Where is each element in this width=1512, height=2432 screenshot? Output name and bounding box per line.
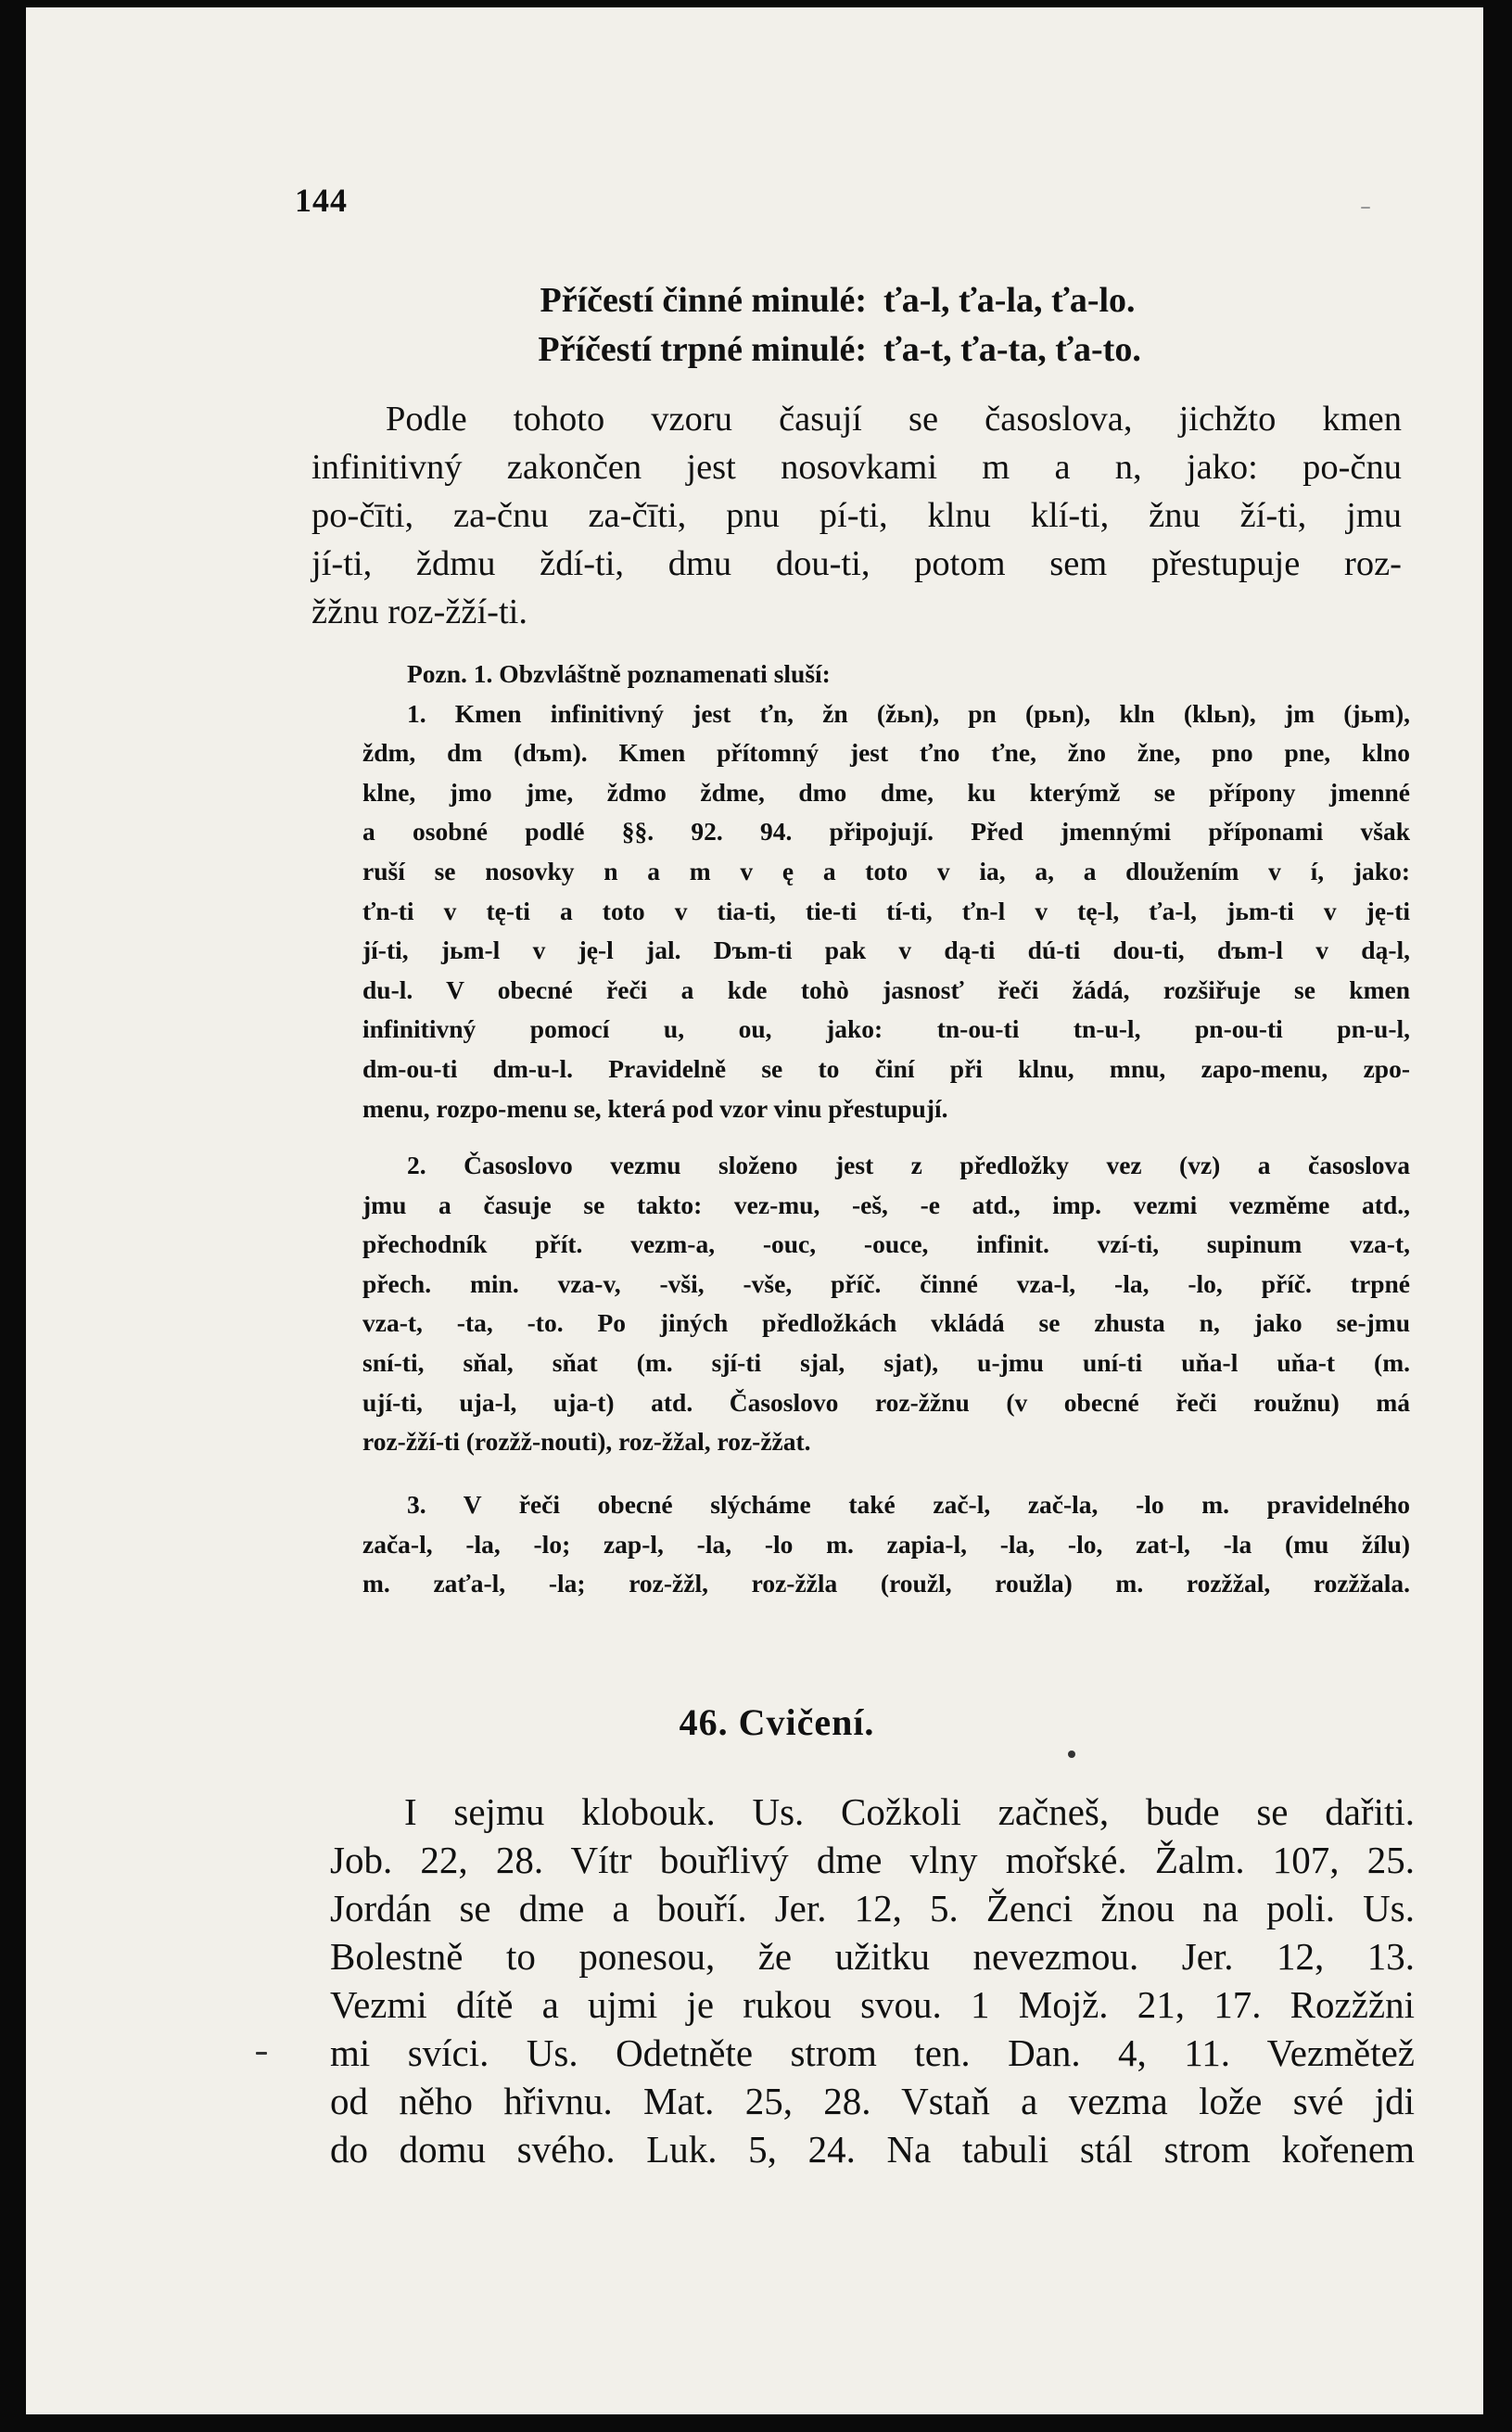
text-line: dm-ou-ti dm-u-l. Pravidelně se to činí při klnu, mnu, zapo-menu, zpo- [362, 1053, 1410, 1083]
note-3 [362, 1485, 1410, 1604]
page-number: 144 [295, 182, 348, 219]
book-page [26, 7, 1483, 2414]
text-line: I sejmu klobouk. Us. Cožkoli začneš, bude se dařiti. [404, 1790, 1415, 1833]
intro-paragraph [311, 395, 1402, 636]
text-line: jmu a časuje se takto: vez-mu, -eš, -e atd., imp. vezmi vezměme atd., [362, 1190, 1410, 1219]
text-line: žžnu roz-žží-ti. [311, 592, 527, 631]
text-line: zača-l, -la, -lo; zap-l, -la, -lo m. zapia-l, -la, -lo, zat-l, -la (mu žílu) [362, 1529, 1410, 1559]
text-line: Job. 22, 28. Vítr bouřlivý dme vlny mořské. Žalm. 107, 25. [330, 1839, 1415, 1881]
text-line: Vezmi dítě a ujmi je rukou svou. 1 Mojž. 21, 17. Rozžžni [330, 1983, 1415, 2026]
text-line: ruší se nosovky n a m v ę a toto v ia, a, a dloužením v í, jako: [362, 856, 1410, 885]
conjugation-row [438, 276, 1141, 325]
text-line: klne, jmo jme, ždmo ždme, dmo dme, ku kterýmž se přípony jmenné [362, 777, 1410, 807]
note-2 [362, 1146, 1410, 1462]
text-line: vza-t, -ta, -to. Po jiných předložkách vkládá se zhusta n, jako se-jmu [362, 1308, 1410, 1338]
text-line: 3. V řeči obecné slýcháme také zač-l, zač-la, -lo m. pravidelného [407, 1490, 1410, 1519]
conjugation-row [438, 325, 1141, 375]
text-line: po-čīti, za-čnu za-čīti, pnu pí-ti, klnu klí-ti, žnu ží-ti, jmu [311, 496, 1402, 535]
text-line: mi svíci. Us. Odetněte strom ten. Dan. 4, 11. Vezmětež [330, 2031, 1415, 2074]
print-speck [1361, 207, 1370, 209]
text-line: jí-ti, ždmu ždí-ti, dmu dou-ti, potom sem přestupuje roz- [311, 544, 1402, 583]
conjugation-label: Příčestí činné minulé: [540, 281, 867, 320]
text-line: 1. Kmen infinitivný jest ťn, žn (žьn), pn (pьn), kln (klьn), jm (jьm), [407, 698, 1410, 728]
text-line: infinitivný pomocí u, ou, jako: tn-ou-ti tn-u-l, pn-ou-ti pn-u-l, [362, 1014, 1410, 1044]
text-line: Podle tohoto vzoru časují se časoslova, jichžto kmen [386, 400, 1402, 439]
text-line: ždm, dm (dъm). Kmen přítomný jest ťno ťne, žno žne, pno pne, klno [362, 738, 1410, 768]
print-speck [256, 2052, 267, 2055]
text-line: 2. Časoslovo vezmu složeno jest z předložky vez (vz) a časoslova [407, 1151, 1410, 1179]
text-line: sní-ti, sňal, sňat (m. sjí-ti sjal, sjat), u-jmu uní-ti uňa-l uňa-t (m. [362, 1347, 1410, 1377]
conjugation-table [438, 276, 1141, 375]
text-line: m. zaťa-l, -la; roz-žžl, roz-žžla (roužl, roužla) m. rozžžal, rozžžala. [362, 1569, 1410, 1598]
text-line: infinitivný zakončen jest nosovkami m a n, jako: po-čnu [311, 448, 1402, 487]
text-line: menu, rozpo-menu se, která pod vzor vinu přestupují. [362, 1093, 948, 1123]
conjugation-label: Příčestí trpné minulé: [538, 330, 867, 369]
exercise-paragraph [330, 1788, 1415, 2173]
text-line: přechodník přít. vezm-a, -ouc, -ouce, infinit. vzí-ti, supinum vza-t, [362, 1229, 1410, 1259]
text-line: Jordán se dme a bouří. Jer. 12, 5. Ženci žnou na poli. Us. [330, 1887, 1415, 1929]
text-line: du-l. V obecné řeči a kde tohò jasnosť řeči žádá, rozšiřuje se kmen [362, 974, 1410, 1004]
text-line: ťn-ti v tę-ti a toto v tia-ti, tie-ti tí-ti, ťn-l v tę-l, ťa-l, jьm-ti v ję-ti [362, 896, 1410, 925]
text-line: ují-ti, uja-l, uja-t) atd. Časoslovo roz-žžnu (v obecné řeči roužnu) má [362, 1387, 1410, 1417]
conjugation-value: ťa-t, ťa-ta, ťa-to. [883, 330, 1141, 369]
note-1 [362, 655, 1410, 1128]
text-line: od něho hřivnu. Mat. 25, 28. Vstaň a vezma lože své jdi [330, 2080, 1415, 2122]
conjugation-value: ťa-l, ťa-la, ťa-lo. [883, 281, 1136, 320]
note-title: Pozn. 1. Obzvláštně poznamenati sluší: [407, 659, 831, 688]
exercise-heading: 46. Cvičení. [679, 1701, 875, 1743]
text-line: Bolestně to ponesou, že užitku nevezmou. Jer. 12, 13. [330, 1935, 1415, 1978]
print-speck [1068, 1751, 1075, 1758]
text-line: a osobné podlé §§. 92. 94. připojují. Před jmennými příponami však [362, 817, 1410, 847]
text-line: jí-ti, jьm-l v ję-l jal. Dъm-ti pak v dą-ti dú-ti dou-ti, dъm-l v dą-l, [362, 936, 1410, 965]
text-line: do domu svého. Luk. 5, 24. Na tabuli stál strom kořenem [330, 2128, 1415, 2171]
text-line: přech. min. vza-v, -vši, -vše, příč. činné vza-l, -la, -lo, příč. trpné [362, 1268, 1410, 1298]
text-line: roz-žží-ti (rozžž-nouti), roz-žžal, roz-žžat. [362, 1427, 811, 1457]
